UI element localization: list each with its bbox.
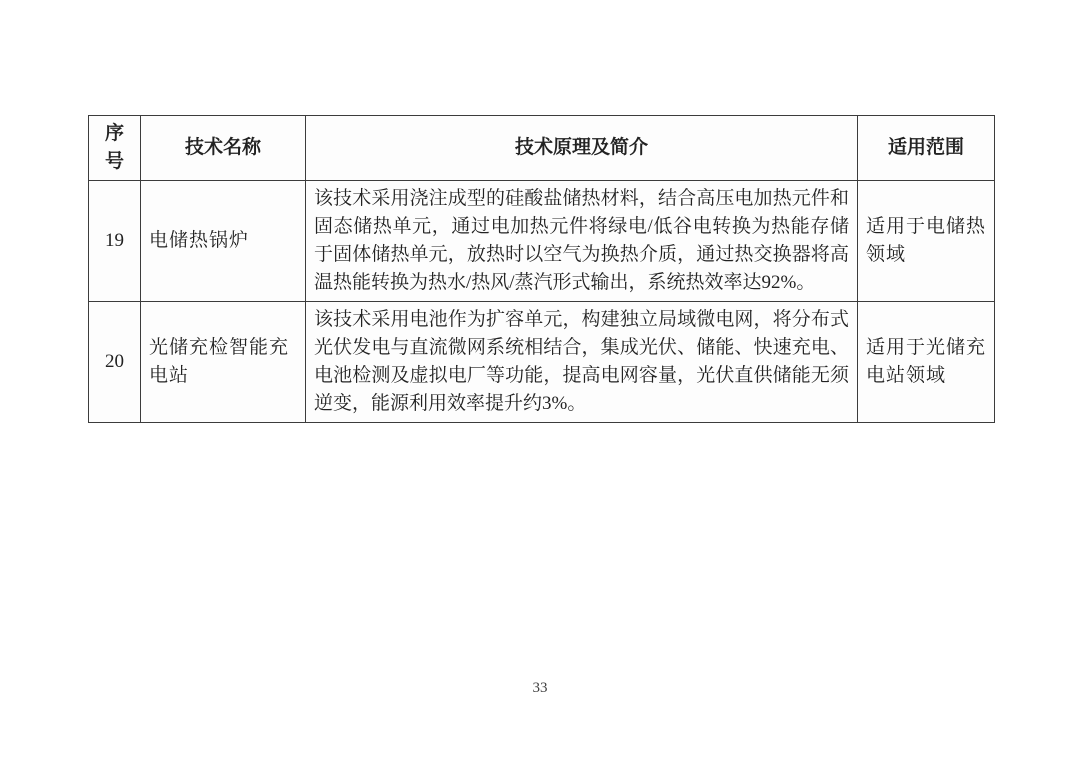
page-number: 33 bbox=[532, 680, 548, 696]
table-row bbox=[89, 302, 995, 423]
header-cell-scope: 适用范围 bbox=[858, 116, 995, 181]
technology-table bbox=[88, 115, 995, 423]
header-cell-description: 技术原理及简介 bbox=[306, 116, 858, 181]
header-cell-index: 序号 bbox=[89, 116, 141, 181]
technology-name: 光储充检智能充电站 bbox=[141, 302, 306, 423]
technology-name: 电储热锅炉 bbox=[141, 181, 306, 302]
header-cell-name: 技术名称 bbox=[141, 116, 306, 181]
technology-scope: 适用于光储充电站领域 bbox=[858, 302, 995, 423]
technology-scope: 适用于电储热领域 bbox=[858, 181, 995, 302]
table-row bbox=[89, 181, 995, 302]
table-header-row bbox=[89, 116, 995, 181]
technology-description: 该技术采用浇注成型的硅酸盐储热材料，结合高压电加热元件和固态储热单元，通过电加热元件将绿电/低谷电转换为热能存储于固体储热单元，放热时以空气为换热介质，通过热交换器将高温热能转换为热水/热风/蒸汽形式输出，系统热效率达92%。 bbox=[306, 181, 858, 302]
row-index: 19 bbox=[89, 181, 141, 302]
technology-description: 该技术采用电池作为扩容单元，构建独立局域微电网，将分布式光伏发电与直流微网系统相结合，集成光伏、储能、快速充电、电池检测及虚拟电厂等功能，提高电网容量，光伏直供储能无须逆变，能源利用效率提升约3%。 bbox=[306, 302, 858, 423]
row-index: 20 bbox=[89, 302, 141, 423]
